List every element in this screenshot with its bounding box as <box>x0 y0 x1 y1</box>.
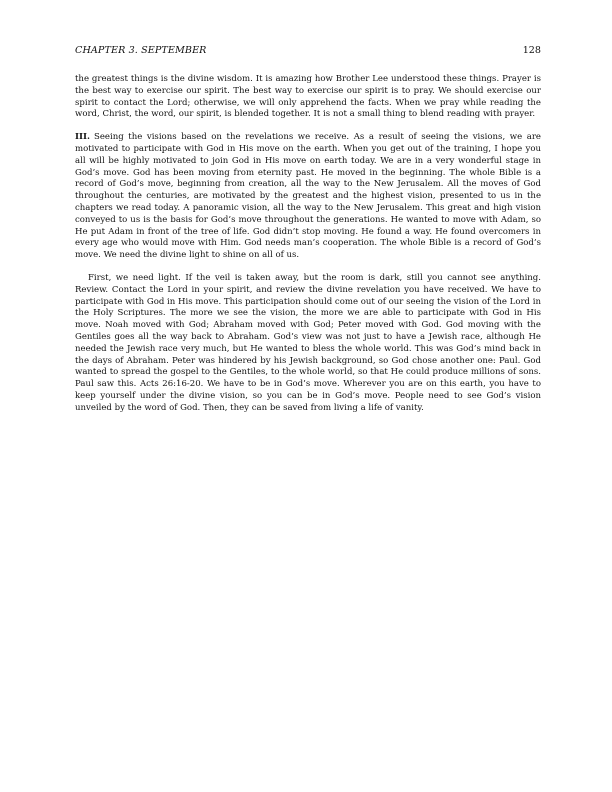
paragraph-section-iii <box>75 132 541 262</box>
chapter-title: CHAPTER 3. SEPTEMBER <box>75 45 207 56</box>
paragraph-text: the greatest things is the divine wisdom. It is amazing how Brother Lee understood these things. Prayer is the best way to exercise our spirit. The best way to exercise our spirit is to pray. We should exercise our spirit to contact the Lord; otherwise, we will only apprehend the facts. When we pray while reading the word, Christ, the word, our spirit, is blended together. It is not a small thing to blend reading with prayer. <box>75 74 541 120</box>
section-number: III. <box>75 132 90 143</box>
running-header <box>75 44 541 58</box>
body-text <box>75 74 541 426</box>
paragraph-first-we-need-light <box>75 273 541 415</box>
paragraph-continued <box>75 74 541 121</box>
paragraph-text: First, we need light. If the veil is taken away, but the room is dark, still you cannot see anything. Review. Contact the Lord in your spirit, and review the divine revelation you have received. We have to participate with God in His move. This participation should come out of our seeing the vision of the Lord in the Holy Scriptures. The more we see the vision, the more we are able to participate with God in His move. Noah moved with God; Abraham moved with God; Peter moved with God. God moving with the Gentiles goes all the way back to Abraham. God’s view was not just to have a Jewish race, although He needed the Jewish race very much, but He wanted to bless the whole world. This was God’s mind back in the days of Abraham. Peter was hindered by his Jewish background, so God chose another one: Paul. God wanted to spread the gospel to the Gentiles, to the whole world, so that He could produce millions of sons. Paul saw this. Acts 26:16-20. We have to be in God’s move. Wherever you are on this earth, you have to keep yourself under the divine vision, so you can be in God’s move. People need to see God’s vision unveiled by the word of God. Then, they can be saved from living a life of vanity. <box>75 272 541 413</box>
paragraph-text: Seeing the visions based on the revelations we receive. As a result of seeing the visions, we are motivated to participate with God in His move on the earth. When you get out of the training, I hope you all will be highly motivated to join God in His move on earth today. We are in a very wonderful stage in God’s move. God has been moving from eternity past. He moved in the beginning. The whole Bible is a record of God’s move, beginning from creation, all the way to the New Jerusalem. All the moves of God throughout the centuries, are motivated by the greatest and the highest vision, presented to us in the chapters we read today. A panoramic vision, all the way to the New Jerusalem. This great and high vision conveyed to us is the basis for God’s move throughout the generations. He wanted to move with Adam, so He put Adam in front of the tree of life. God didn’t stop moving. He found a way. He found overcomers in every age who would move with Him. God needs man’s cooperation. The whole Bible is a record of God’s move. We need the divine light to shine on all of us. <box>75 132 541 261</box>
page-number: 128 <box>522 45 541 56</box>
